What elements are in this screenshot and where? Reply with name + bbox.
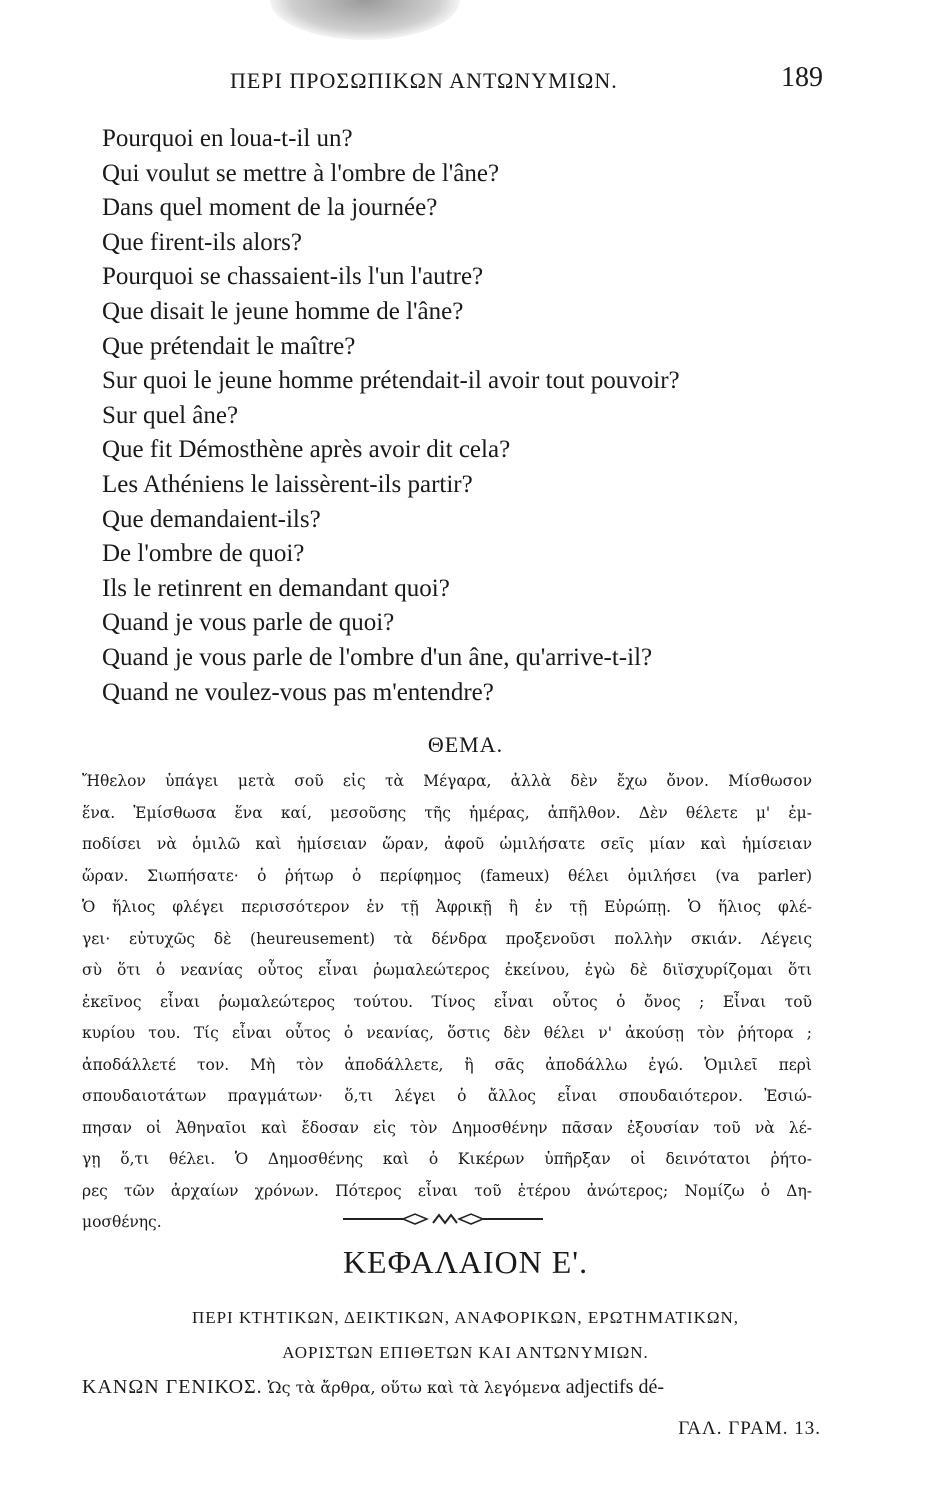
- exercise-line: σὺ ὅτι ὁ νεανίας οὗτος εἶναι ῥωμαλεώτερος ἐκείνου, ἐγὼ δὲ διϊσχυρίζομαι ὅτι: [82, 961, 812, 979]
- exercise-line: ἐκεῖνος εἶναι ῥωμαλεώτερος τούτου. Τίνος εἶναι οὗτος ὁ ὄνος ; Εἶναι τοῦ: [82, 992, 812, 1011]
- ornament-divider: [343, 1212, 543, 1226]
- question-line: Que firent-ils alors?: [102, 228, 302, 256]
- exercise-line: κυρίου του. Τίς εἶναι οὗτος ὁ νεανίας, ὅστις δὲν θέλει ν' ἀκούσῃ τὸν ῥήτορα ;: [82, 1024, 812, 1042]
- question-line: Sur quel âne?: [102, 401, 239, 429]
- rule-greek-text: Ὡς τὰ ἄρθρα, οὕτω καὶ τὰ λεγόμενα: [267, 1378, 561, 1397]
- question-line: Pourquoi en loua-t-il un?: [102, 125, 353, 152]
- question-line: Quand ne voulez-vous pas m'entendre?: [102, 678, 494, 706]
- section-title: ΘΕΜΑ.: [427, 732, 504, 757]
- exercise-line: ρες τῶν ἀρχαίων χρόνων. Πότερος εἶναι τοῦ ἑτέρου ἀνώτερος; Νομίζω ὁ Δη-: [82, 1181, 812, 1200]
- question-line: Que fit Démosthène après avoir dit cela?: [102, 436, 511, 464]
- rule-french-text: adjectifs dé-: [565, 1376, 664, 1398]
- exercise-line: ποδίσει νὰ ὁμιλῶ καὶ ἡμίσειαν ὥραν, ἀφοῦ ὡμιλήσατε σεῖς μίαν καὶ ἡμίσειαν: [82, 835, 812, 853]
- exercise-line: σπουδαιοτάτων πραγμάτων· ὅ,τι λέγει ὁ ἄλλος εἶναι σπουδαιότερον. Ἐσιώ-: [82, 1087, 812, 1105]
- exercise-line: γῃ ὅ,τι θέλει. Ὁ Δημοσθένης καὶ ὁ Κικέρων ὑπῆρξαν οἱ δεινότατοι ῥήτο-: [82, 1150, 812, 1168]
- chapter-subtitle-continued: ΑΟΡΙΣΤΩΝ ΕΠΙΘΕΤΩΝ ΚΑΙ ΑΝΤΩΝΥΜΙΩΝ.: [282, 1343, 649, 1362]
- question-line: Les Athéniens le laissèrent-ils partir?: [102, 470, 473, 498]
- exercise-line: ἕνα. Ἐμίσθωσα ἕνα καί, μεσοῦσης τῆς ἡμέρας, ἀπῆλθον. Δὲν θέλετε μ' ἐμ-: [82, 803, 812, 822]
- question-line: Que disait le jeune homme de l'âne?: [102, 297, 464, 325]
- question-line: Sur quoi le jeune homme prétendait-il avoir tout pouvoir?: [102, 367, 680, 395]
- question-line: Que prétendait le maître?: [102, 332, 356, 360]
- ink-blot: [270, 0, 460, 40]
- exercise-text: [82, 766, 812, 1239]
- chapter-subtitle: ΠΕΡΙ ΚΤΗΤΙΚΩΝ, ΔΕΙΚΤΙΚΩΝ, ΑΝΑΦΟΡΙΚΩΝ, ΕΡΩΤΗΜΑΤΙΚΩΝ,: [191, 1308, 740, 1327]
- exercise-line: γει· εὐτυχῶς δὲ (heureusement) τὰ δένδρα προξενοῦσι πολλὴν σκιάν. Λέγεις: [82, 929, 812, 948]
- exercise-line: ἀποδάλλετέ τον. Μὴ τὸν ἀποδάλλετε, ἢ σᾶς ἀποδάλλω ἐγώ. Ὁμιλεῖ περὶ: [82, 1055, 812, 1074]
- page-number: 189: [781, 62, 823, 93]
- exercise-line: Ἤθελον ὑπάγει μετὰ σοῦ εἰς τὰ Μέγαρα, ἀλλὰ δὲν ἔχω ὄνον. Μίσθωσον: [82, 772, 812, 790]
- question-line: Qui voulut se mettre à l'ombre de l'âne?: [102, 159, 500, 187]
- rule-label: ΚΑΝΩΝ ΓΕΝΙΚΟΣ.: [82, 1376, 263, 1398]
- question-line: Pourquoi se chassaient-ils l'un l'autre?: [102, 263, 484, 291]
- chapter-title: ΚΕΦΑΛΑΙΟΝ Ε'.: [342, 1244, 589, 1280]
- question-line: Quand je vous parle de l'ombre d'un âne, qu'arrive-t-il?: [102, 643, 653, 671]
- signature-mark: ΓΑΛ. ΓΡΑΜ. 13.: [678, 1418, 821, 1439]
- exercise-line: Ὁ ἥλιος φλέγει περισσότερον ἐν τῇ Ἀφρικῇ ἢ ἐν τῇ Εὐρώπῃ. Ὁ ἥλιος φλέ-: [82, 898, 812, 916]
- question-line: Dans quel moment de la journée?: [102, 194, 438, 222]
- exercise-line: πησαν οἱ Ἀθηναῖοι καὶ ἔδοσαν εἰς τὸν Δημοσθένην πᾶσαν ἐξουσίαν τοῦ νὰ λέ-: [82, 1118, 812, 1137]
- question-line: Quand je vous parle de quoi?: [102, 609, 395, 637]
- questions-list: [102, 122, 680, 710]
- running-title: ΠΕΡΙ ΠΡΟΣΩΠΙΚΩΝ ΑΝΤΩΝΥΜΙΩΝ.: [230, 68, 618, 93]
- exercise-line: ὥραν. Σιωπήσατε· ὁ ῥήτωρ ὁ περίφημος (fameux) θέλει ὁμιλήσει (va parler): [82, 866, 812, 885]
- question-line: De l'ombre de quoi?: [102, 540, 305, 568]
- general-rule: [82, 1376, 822, 1399]
- question-line: Que demandaient-ils?: [102, 505, 321, 533]
- exercise-line: μοσθένης.: [82, 1213, 162, 1231]
- question-line: Ils le retinrent en demandant quoi?: [102, 574, 450, 602]
